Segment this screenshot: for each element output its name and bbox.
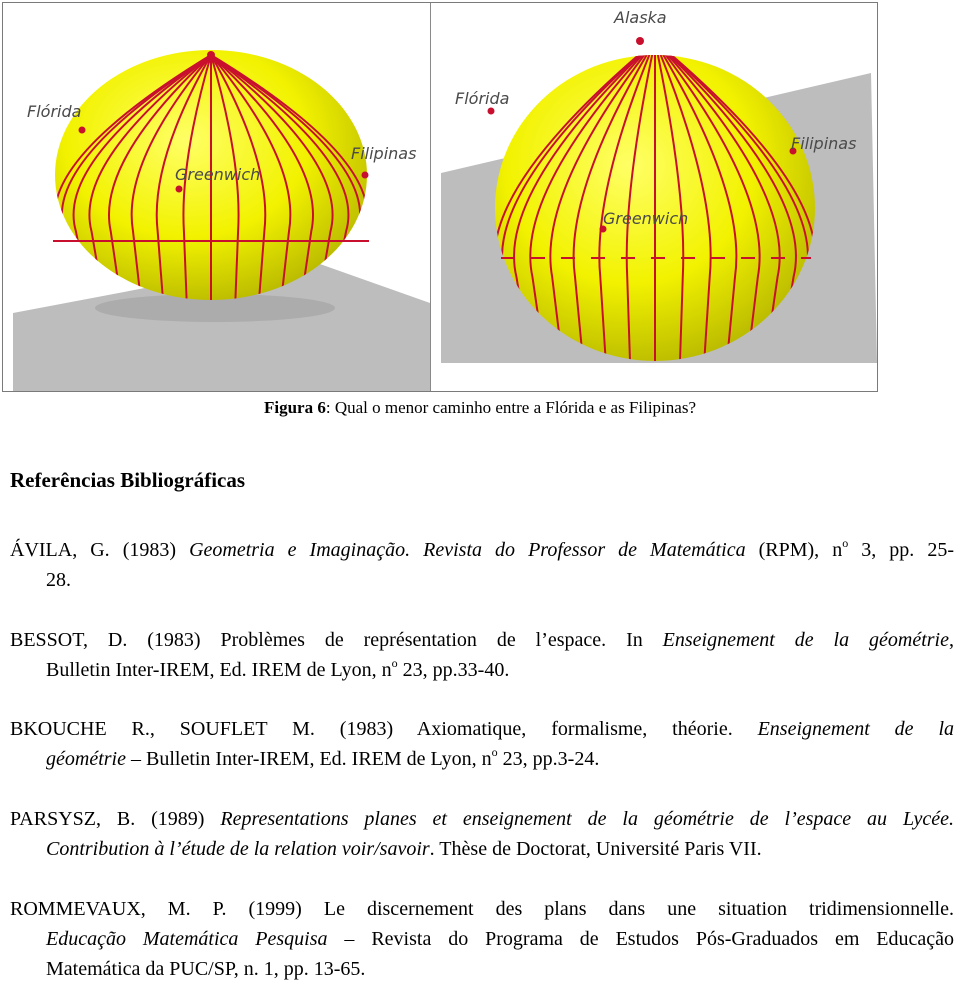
greenwich-point — [176, 186, 183, 193]
reference-line: Educação Matemática Pesquisa – Revista do Programa de Estudos Pós-Graduados em Educação — [46, 928, 955, 950]
alaska-point — [636, 37, 644, 45]
reference-line: géométrie – Bulletin Inter-IREM, Ed. IREM de Lyon, $n^o$ 23, pp.3-24. — [46, 745, 600, 770]
reference-rommevaux — [10, 894, 954, 984]
reference-bkouche — [10, 714, 954, 774]
label-florida: Flórida — [27, 102, 82, 121]
reference-line: BESSOT, D. (1983) Problèmes de représentation de l’espace. In Enseignement de la géométrie, — [10, 629, 954, 651]
label-greenwich: Greenwich — [603, 209, 689, 228]
reference-line: Contribution à l’étude de la relation voir/savoir. Thèse de Doctorat, Université Paris VII. — [46, 838, 762, 860]
reference-line: BKOUCHE R., SOUFLET M. (1983) Axiomatique, formalisme, théorie. Enseignement de la — [10, 718, 954, 740]
reference-avila — [10, 535, 954, 595]
references-heading: Referências Bibliográficas — [10, 468, 246, 492]
reference-line: Bulletin Inter-IREM, Ed. IREM de Lyon, $n^o$ 23, pp.33-40. — [46, 656, 510, 681]
florida-point — [488, 108, 495, 115]
right-globe-image — [431, 3, 877, 391]
filipinas-point — [362, 172, 369, 179]
label-filipinas: Filipinas — [351, 144, 417, 163]
reference-line: Matemática da PUC/SP, n. 1, pp. 13-65. — [46, 958, 366, 980]
figure-frame — [2, 2, 878, 392]
label-filipinas: Filipinas — [791, 134, 857, 153]
reference-line: ROMMEVAUX, M. P. (1999) Le discernement des plans dans une situation tridimensionnelle. — [10, 898, 954, 920]
reference-line: ÁVILA, G. (1983) Geometria e Imaginação. Revista do Professor de Matemática (RPM), $n^o$ 3, pp. 25- — [10, 536, 954, 561]
reference-bessot — [10, 625, 954, 685]
right-globe-panel — [431, 3, 877, 391]
caption-text: : Qual o menor caminho entre a Flórida e as Filipinas? — [325, 398, 696, 417]
reference-line: PARSYSZ, B. (1989) Representations planes et enseignement de la géométrie de l’espace au Lycée. — [10, 808, 954, 830]
label-alaska: Alaska — [614, 8, 667, 27]
left-globe-image — [3, 3, 430, 391]
figure-caption — [0, 397, 960, 419]
north-pole-point — [207, 51, 215, 59]
left-globe-panel — [3, 3, 430, 391]
reference-line: 28. — [46, 569, 71, 591]
florida-point — [79, 127, 86, 134]
reference-parsysz — [10, 804, 954, 864]
label-florida: Flórida — [455, 89, 510, 108]
label-greenwich: Greenwich — [175, 165, 261, 184]
caption-label: Figura 6 — [264, 398, 326, 417]
